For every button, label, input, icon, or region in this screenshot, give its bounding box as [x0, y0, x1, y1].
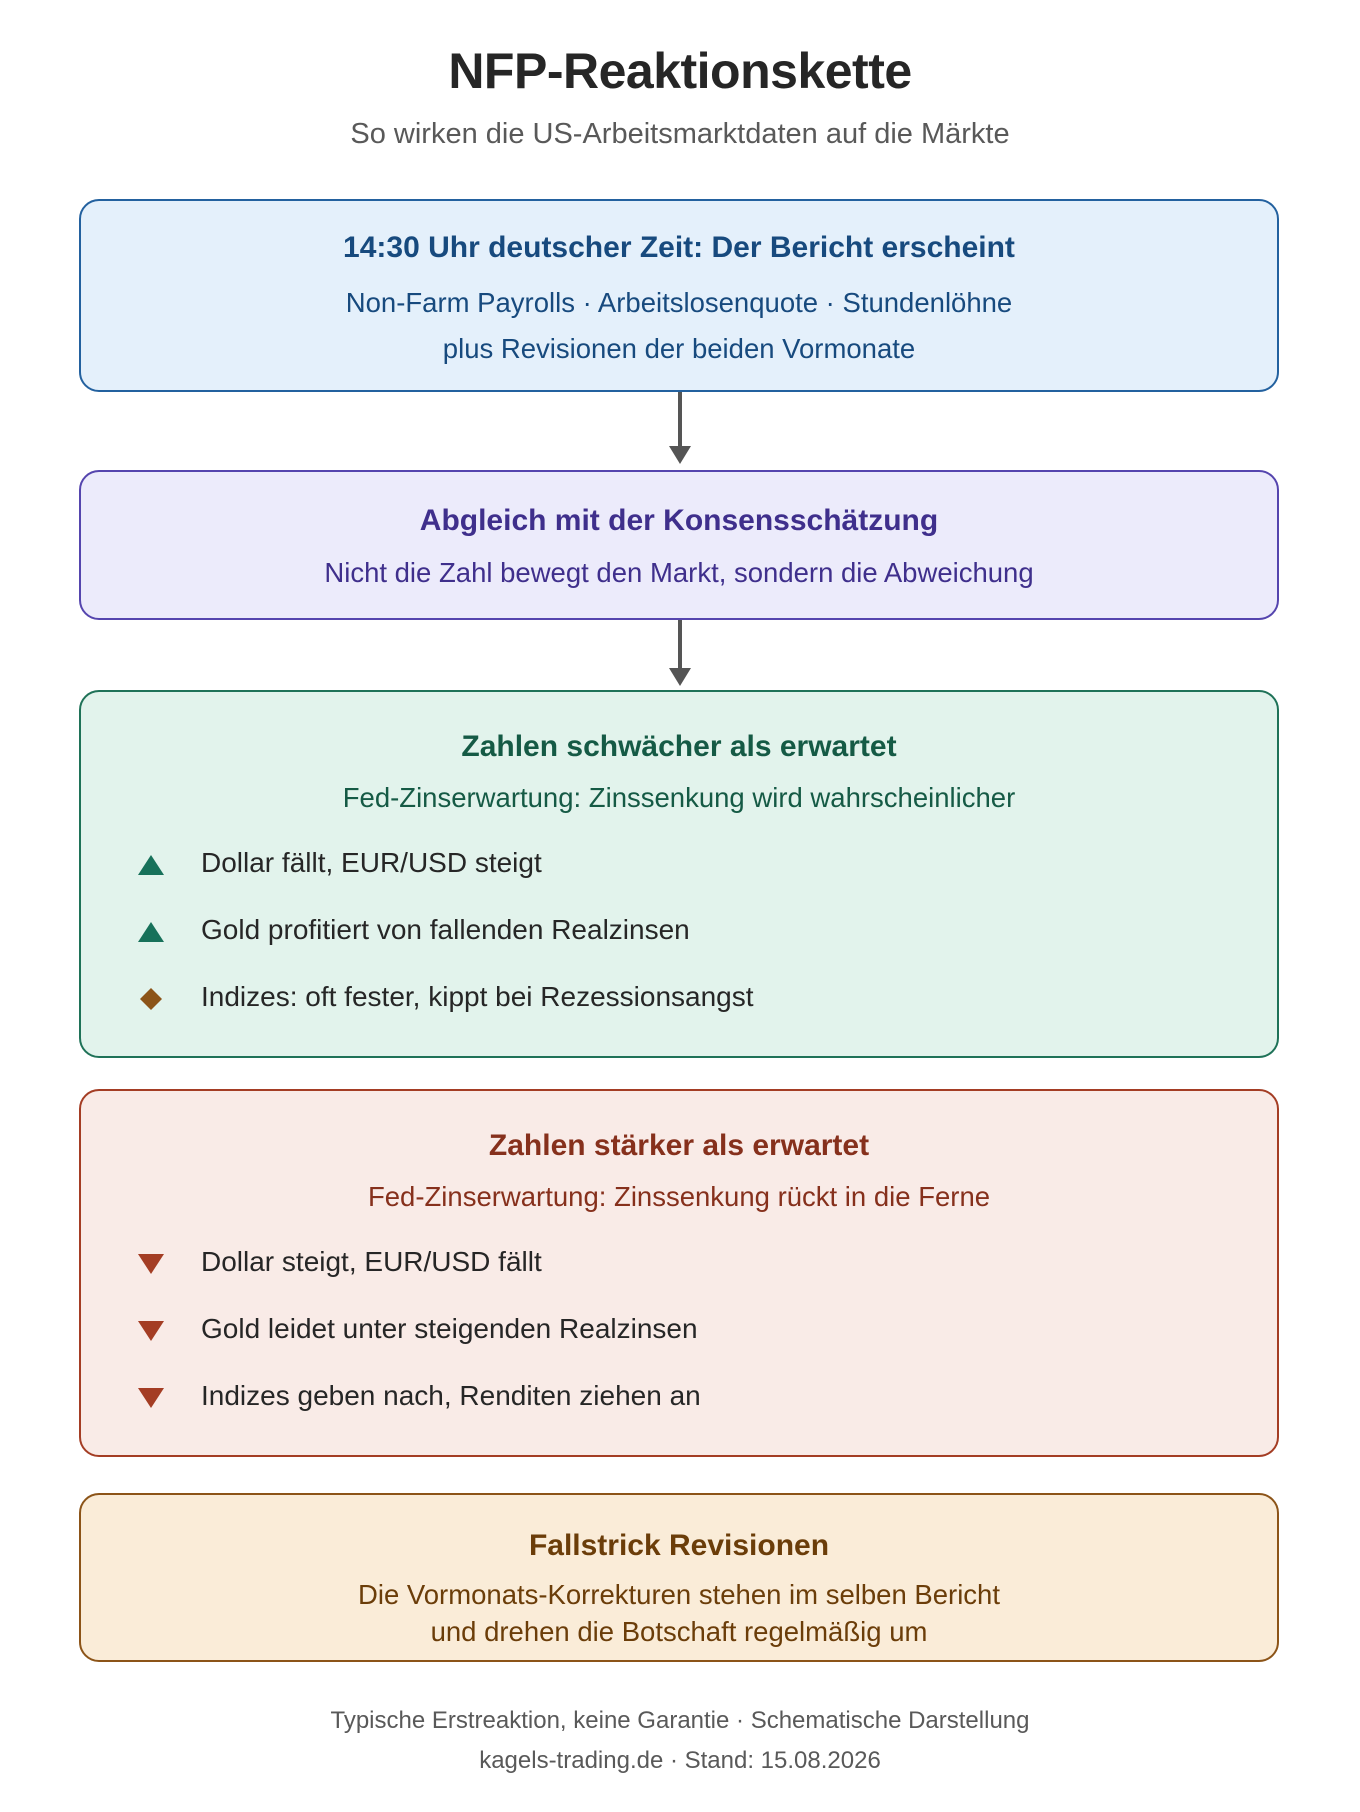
triangle-down-icon	[137, 1252, 165, 1276]
triangle-up-icon	[137, 920, 165, 944]
consensus-title: Abgleich mit der Konsensschätzung	[419, 504, 939, 537]
footer-disclaimer: Typische Erstreaktion, keine Garantie · Schematische Darstellung	[330, 1707, 1030, 1734]
stronger-bullet-2	[81, 1313, 1277, 1349]
weaker-bullet-2	[81, 914, 1277, 950]
diamond-icon	[137, 987, 165, 1011]
report-release-title: 14:30 Uhr deutscher Zeit: Der Bericht erscheint	[343, 231, 1015, 264]
revisions-box	[79, 1493, 1279, 1662]
weaker-bullet-1	[81, 847, 1277, 883]
weaker-bullet-1-text: Dollar fällt, EUR/USD steigt	[201, 847, 542, 878]
flow-arrow-1	[660, 392, 700, 470]
weaker-title: Zahlen schwächer als erwartet	[461, 730, 897, 763]
consensus-box	[79, 470, 1279, 620]
weaker-bullet-3	[81, 981, 1277, 1017]
flow-arrow-2	[660, 620, 700, 690]
stronger-bullet-1-text: Dollar steigt, EUR/USD fällt	[201, 1246, 542, 1277]
report-release-line-1: Non-Farm Payrolls · Arbeitslosenquote · Stundenlöhne	[345, 287, 1013, 318]
stronger-bullet-2-text: Gold leidet unter steigenden Realzinsen	[201, 1313, 698, 1344]
weaker-bullet-3-text: Indizes: oft fester, kippt bei Rezessionsangst	[201, 981, 754, 1012]
triangle-down-icon	[137, 1386, 165, 1410]
stronger-scenario-box	[79, 1089, 1279, 1457]
triangle-up-icon	[137, 853, 165, 877]
page-title: NFP-Reaktionskette	[448, 43, 912, 99]
stronger-subtitle: Fed-Zinserwartung: Zinssenkung rückt in die Ferne	[367, 1181, 991, 1212]
stronger-bullet-3	[81, 1380, 1277, 1416]
revisions-line-1: Die Vormonats-Korrekturen stehen im selben Bericht	[358, 1579, 1000, 1610]
page-subtitle: So wirken die US-Arbeitsmarktdaten auf die Märkte	[350, 118, 1010, 150]
stronger-bullet-3-text: Indizes geben nach, Renditen ziehen an	[201, 1380, 701, 1411]
stronger-bullet-1	[81, 1246, 1277, 1282]
report-release-line-2: plus Revisionen der beiden Vormonate	[442, 333, 916, 364]
footer-source: kagels-trading.de · Stand: 15.08.2026	[479, 1747, 881, 1774]
weaker-bullet-2-text: Gold profitiert von fallenden Realzinsen	[201, 914, 690, 945]
weaker-scenario-box	[79, 690, 1279, 1058]
revisions-line-2: und drehen die Botschaft regelmäßig um	[430, 1616, 928, 1647]
revisions-title: Fallstrick Revisionen	[528, 1529, 830, 1562]
stronger-title: Zahlen stärker als erwartet	[488, 1129, 870, 1162]
triangle-down-icon	[137, 1319, 165, 1343]
weaker-subtitle: Fed-Zinserwartung: Zinssenkung wird wahrscheinlicher	[342, 782, 1016, 813]
report-release-box	[79, 199, 1279, 392]
consensus-line-1: Nicht die Zahl bewegt den Markt, sondern die Abweichung	[324, 557, 1034, 588]
